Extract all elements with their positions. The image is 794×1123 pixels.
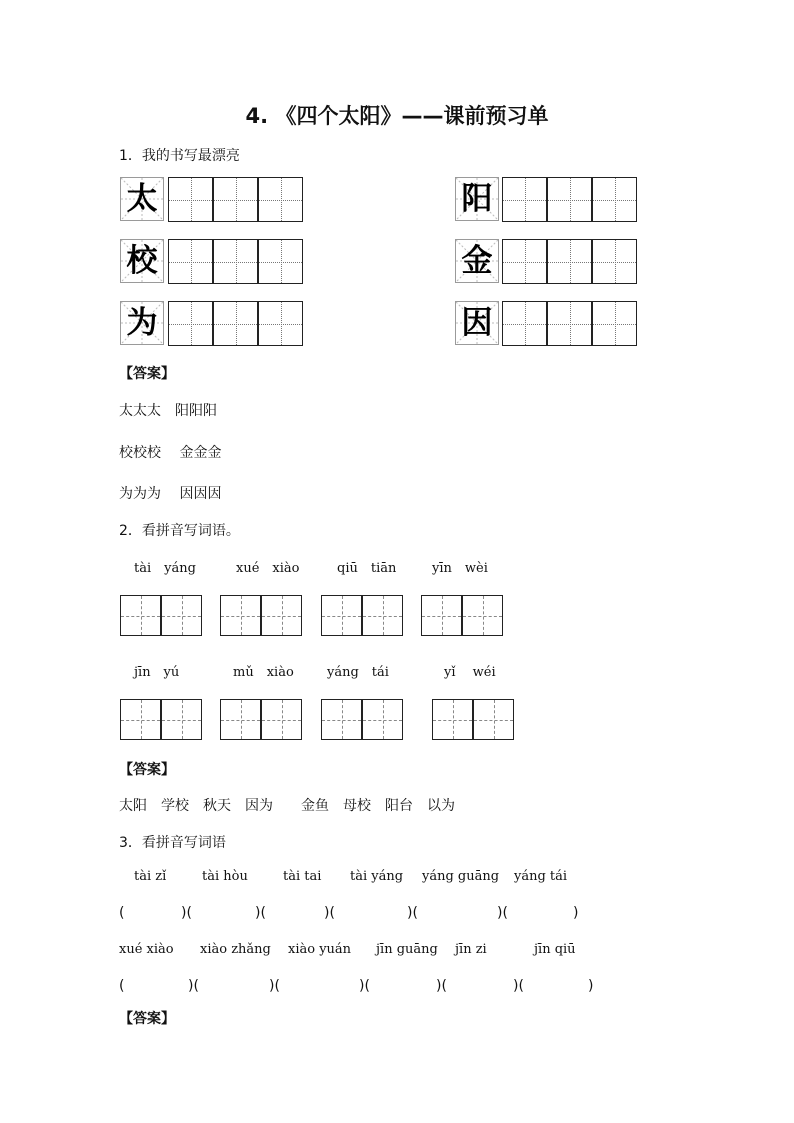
writing-cell[interactable] [213,239,258,284]
writing-cell[interactable] [258,239,303,284]
bracket-pair: )( [359,978,370,994]
writing-cell[interactable] [168,301,213,346]
answer-tag: 【答案】 [119,762,175,778]
answer-line: 太阳 学校 秋天 因为 金鱼 母校 阳台 以为 [119,798,455,814]
pinyin-label: tài zǐ [134,869,167,884]
pinyin-label: xué xiào [119,942,174,957]
pinyin-label: tài hòu [202,869,248,884]
model-char: 阳 [461,181,493,217]
writing-cell[interactable] [168,239,213,284]
pinyin-label: xiào yuán [288,942,352,957]
answer-line: 为为为 因因因 [119,486,222,502]
pinyin-label: jīn zi [455,942,487,957]
bracket-pair: )( [436,978,447,994]
pinyin-label: jīn yú [134,665,180,680]
bracket-open: ( [119,905,125,921]
question-1-heading: 1．我的书写最漂亮 [119,148,240,164]
model-char: 因 [461,305,493,341]
writing-cell[interactable] [258,177,303,222]
writing-cell[interactable] [120,699,161,740]
pinyin-label: yáng tái [514,869,568,884]
writing-cell[interactable] [502,301,547,346]
writing-cell[interactable] [213,177,258,222]
writing-cell[interactable] [220,699,261,740]
writing-cell[interactable] [547,239,592,284]
model-char-box [120,239,164,283]
bracket-open: ( [119,978,125,994]
writing-cell[interactable] [462,595,503,636]
writing-cell[interactable] [362,699,403,740]
writing-cell[interactable] [258,301,303,346]
pinyin-label: yīn wèi [432,561,488,576]
model-char: 校 [126,243,158,279]
model-char: 为 [126,305,158,341]
model-char-box [455,177,499,221]
writing-cell[interactable] [432,699,473,740]
bracket-pair: )( [497,905,508,921]
bracket-pair: )( [269,978,280,994]
bracket-pair: )( [324,905,335,921]
answer-tag: 【答案】 [119,1011,175,1027]
question-2-heading: 2．看拼音写词语。 [119,523,240,539]
writing-cell[interactable] [592,301,637,346]
model-char-box [120,177,164,221]
pinyin-label: yáng tái [327,665,389,680]
pinyin-label: xiào zhǎng [200,942,271,957]
writing-cell[interactable] [120,595,161,636]
pinyin-label: jīn qiū [534,942,576,957]
writing-cell[interactable] [161,595,202,636]
writing-cell[interactable] [421,595,462,636]
pinyin-label: yáng guāng [422,869,500,884]
question-3-heading: 3．看拼音写词语 [119,835,226,851]
writing-cell[interactable] [213,301,258,346]
writing-cell[interactable] [547,177,592,222]
model-char: 太 [126,181,158,217]
writing-cell[interactable] [321,699,362,740]
answer-line: 太太太 阳阳阳 [119,403,217,419]
bracket-close: ) [588,978,594,994]
writing-cell[interactable] [502,177,547,222]
bracket-close: ) [573,905,579,921]
writing-cell[interactable] [261,595,302,636]
pinyin-label: tài yáng [350,869,404,884]
answer-line: 校校校 金金金 [119,445,222,461]
writing-cell[interactable] [161,699,202,740]
pinyin-label: jīn guāng [376,942,438,957]
model-char-box [120,301,164,345]
bracket-pair: )( [181,905,192,921]
writing-cell[interactable] [473,699,514,740]
writing-cell[interactable] [220,595,261,636]
page-title: 4. 《四个太阳》——课前预习单 [245,104,549,128]
pinyin-label: xué xiào [236,561,300,576]
writing-cell[interactable] [547,301,592,346]
pinyin-label: qiū tiān [337,561,397,576]
pinyin-label: tài tai [283,869,322,884]
model-char-box [455,239,499,283]
writing-cell[interactable] [592,177,637,222]
writing-cell[interactable] [502,239,547,284]
bracket-pair: )( [513,978,524,994]
answer-tag: 【答案】 [119,366,175,382]
pinyin-label: mǔ xiào [233,665,294,680]
bracket-pair: )( [188,978,199,994]
writing-cell[interactable] [592,239,637,284]
writing-cell[interactable] [168,177,213,222]
writing-cell[interactable] [261,699,302,740]
pinyin-label: yǐ wéi [444,665,496,680]
writing-cell[interactable] [362,595,403,636]
pinyin-label: tài yáng [134,561,196,576]
model-char-box [455,301,499,345]
bracket-pair: )( [255,905,266,921]
bracket-pair: )( [407,905,418,921]
writing-cell[interactable] [321,595,362,636]
model-char: 金 [461,243,493,279]
